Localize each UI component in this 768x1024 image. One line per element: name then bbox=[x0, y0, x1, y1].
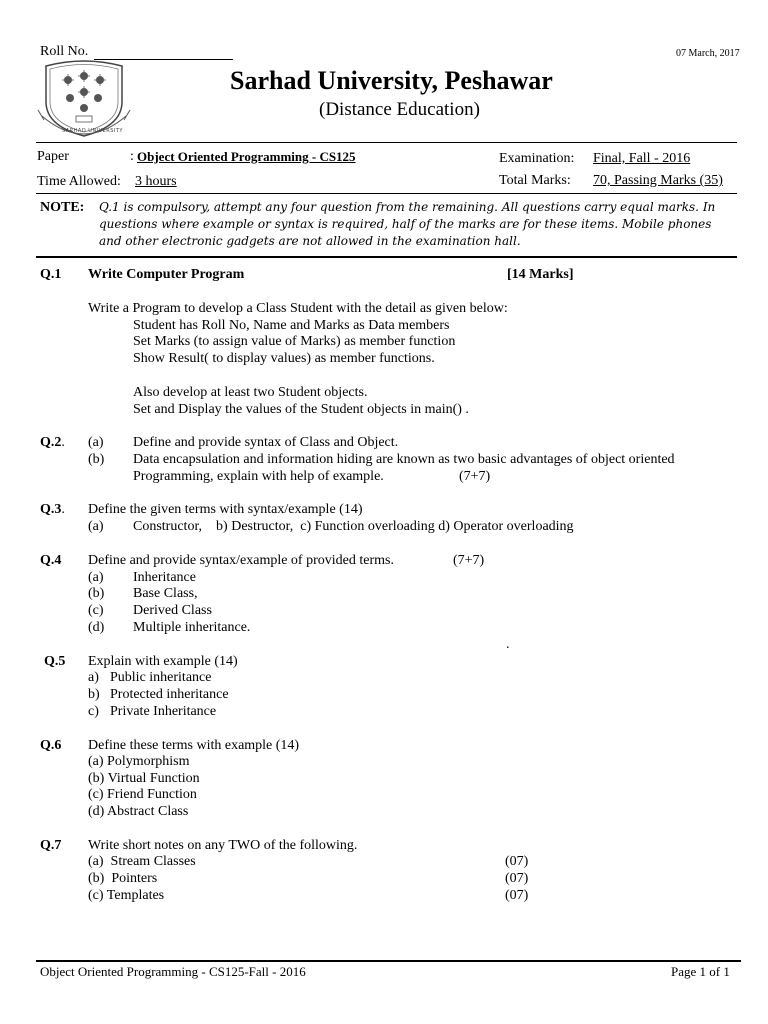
q7-item-label: (c) Templates bbox=[88, 888, 165, 903]
time-label: Time Allowed: bbox=[37, 174, 121, 189]
info-rule bbox=[36, 193, 737, 194]
q1-line-4: Show Result( to display values) as member functions. bbox=[133, 351, 435, 366]
q3-items: Constructor, b) Destructor, c) Function overloading d) Operator overloading bbox=[133, 519, 574, 534]
q3-text: Define the given terms with syntax/example (14) bbox=[88, 502, 363, 517]
roll-no-label: Roll No. bbox=[40, 44, 89, 59]
q2-a-text: Define and provide syntax of Class and Object. bbox=[133, 435, 399, 450]
q1-line-5: Also develop at least two Student objects. bbox=[133, 385, 368, 400]
q3-number: Q.3. bbox=[40, 502, 65, 517]
note-line-3: and other electronic gadgets are not allowed in the examination hall. bbox=[99, 234, 521, 248]
footer-left: Object Oriented Programming - CS125-Fall - 2016 bbox=[40, 964, 306, 979]
q1-line-6: Set and Display the values of the Student objects in main() . bbox=[133, 402, 469, 417]
university-title: Sarhad University, Peshawar bbox=[230, 66, 553, 95]
university-seal-logo bbox=[36, 52, 132, 144]
q1-line-2: Student has Roll No, Name and Marks as Data members bbox=[133, 318, 450, 333]
q2-number: Q.2. bbox=[40, 435, 65, 450]
footer-rule bbox=[36, 960, 741, 962]
q4-item-label: (b) bbox=[88, 586, 105, 601]
q2-b-text-2: Programming, explain with help of example. bbox=[133, 469, 384, 484]
q5-text: Explain with example (14) bbox=[88, 654, 238, 669]
exam-label: Examination: bbox=[499, 151, 575, 166]
q6-item: (b) Virtual Function bbox=[88, 771, 200, 786]
paper-label: Paper bbox=[37, 149, 69, 164]
exam-value: Final, Fall - 2016 bbox=[593, 151, 691, 166]
q5-item-text: Protected inheritance bbox=[110, 687, 229, 702]
footer-page-number: Page 1 of 1 bbox=[671, 964, 730, 979]
note-line-1: Q.1 is compulsory, attempt any four question from the remaining. All questions carry equal marks. In bbox=[99, 200, 716, 214]
paper-value: Object Oriented Programming - CS125 bbox=[137, 149, 356, 164]
note-rule bbox=[36, 256, 737, 258]
q4-item-text: Inheritance bbox=[133, 570, 196, 585]
q5-item-text: Private Inheritance bbox=[110, 704, 217, 719]
q4-item-label: (c) bbox=[88, 603, 104, 618]
q4-marks: (7+7) bbox=[453, 553, 485, 568]
paper-colon: : bbox=[130, 149, 134, 164]
q6-item: (d) Abstract Class bbox=[88, 804, 189, 819]
q1-marks: [14 Marks] bbox=[507, 267, 574, 282]
stray-dot: . bbox=[506, 637, 510, 652]
q7-item-label: (a) Stream Classes bbox=[88, 854, 196, 869]
q6-number: Q.6 bbox=[40, 738, 62, 753]
q2-marks: (7+7) bbox=[459, 469, 491, 484]
q6-text: Define these terms with example (14) bbox=[88, 738, 300, 753]
q1-number: Q.1 bbox=[40, 267, 62, 282]
q2-b-label: (b) bbox=[88, 452, 105, 467]
q5-item-label: b) bbox=[88, 687, 100, 702]
q1-line-1: Write a Program to develop a Class Student with the detail as given below: bbox=[88, 301, 508, 316]
q5-item-label: c) bbox=[88, 704, 99, 719]
seal-text: SARHAD UNIVERSITY bbox=[62, 128, 123, 134]
q4-item-text: Base Class, bbox=[133, 586, 198, 601]
q1-title: Write Computer Program bbox=[88, 267, 245, 282]
q4-text: Define and provide syntax/example of provided terms. bbox=[88, 553, 394, 568]
q6-item: (c) Friend Function bbox=[88, 787, 197, 802]
q2-b-text-1: Data encapsulation and information hiding are known as two basic advantages of object oriented bbox=[133, 452, 675, 467]
q2-a-label: (a) bbox=[88, 435, 104, 450]
q7-item-label: (b) Pointers bbox=[88, 871, 158, 886]
marks-label: Total Marks: bbox=[499, 173, 571, 188]
q4-item-text: Multiple inheritance. bbox=[133, 620, 251, 635]
q4-item-label: (a) bbox=[88, 570, 104, 585]
q5-number: Q.5 bbox=[44, 654, 66, 669]
header-rule bbox=[36, 142, 737, 143]
q4-item-text: Derived Class bbox=[133, 603, 212, 618]
q3-a-label: (a) bbox=[88, 519, 104, 534]
q7-text: Write short notes on any TWO of the following. bbox=[88, 838, 358, 853]
q5-item-text: Public inheritance bbox=[110, 670, 212, 685]
time-value: 3 hours bbox=[135, 174, 177, 189]
note-line-2: questions where example or syntax is required, half of the marks are for these items. Mobile phones bbox=[99, 217, 712, 231]
q6-item: (a) Polymorphism bbox=[88, 754, 190, 769]
q5-item-label: a) bbox=[88, 670, 99, 685]
q1-line-3: Set Marks (to assign value of Marks) as member function bbox=[133, 334, 456, 349]
exam-date: 07 March, 2017 bbox=[676, 48, 740, 59]
q4-number: Q.4 bbox=[40, 553, 62, 568]
q4-item-label: (d) bbox=[88, 620, 105, 635]
marks-value: 70, Passing Marks (35) bbox=[593, 173, 723, 188]
q7-item-marks: (07) bbox=[505, 871, 529, 886]
note-label: NOTE: bbox=[40, 200, 85, 215]
q7-item-marks: (07) bbox=[505, 888, 529, 903]
university-subtitle: (Distance Education) bbox=[319, 99, 480, 120]
q7-number: Q.7 bbox=[40, 838, 62, 853]
q7-item-marks: (07) bbox=[505, 854, 529, 869]
